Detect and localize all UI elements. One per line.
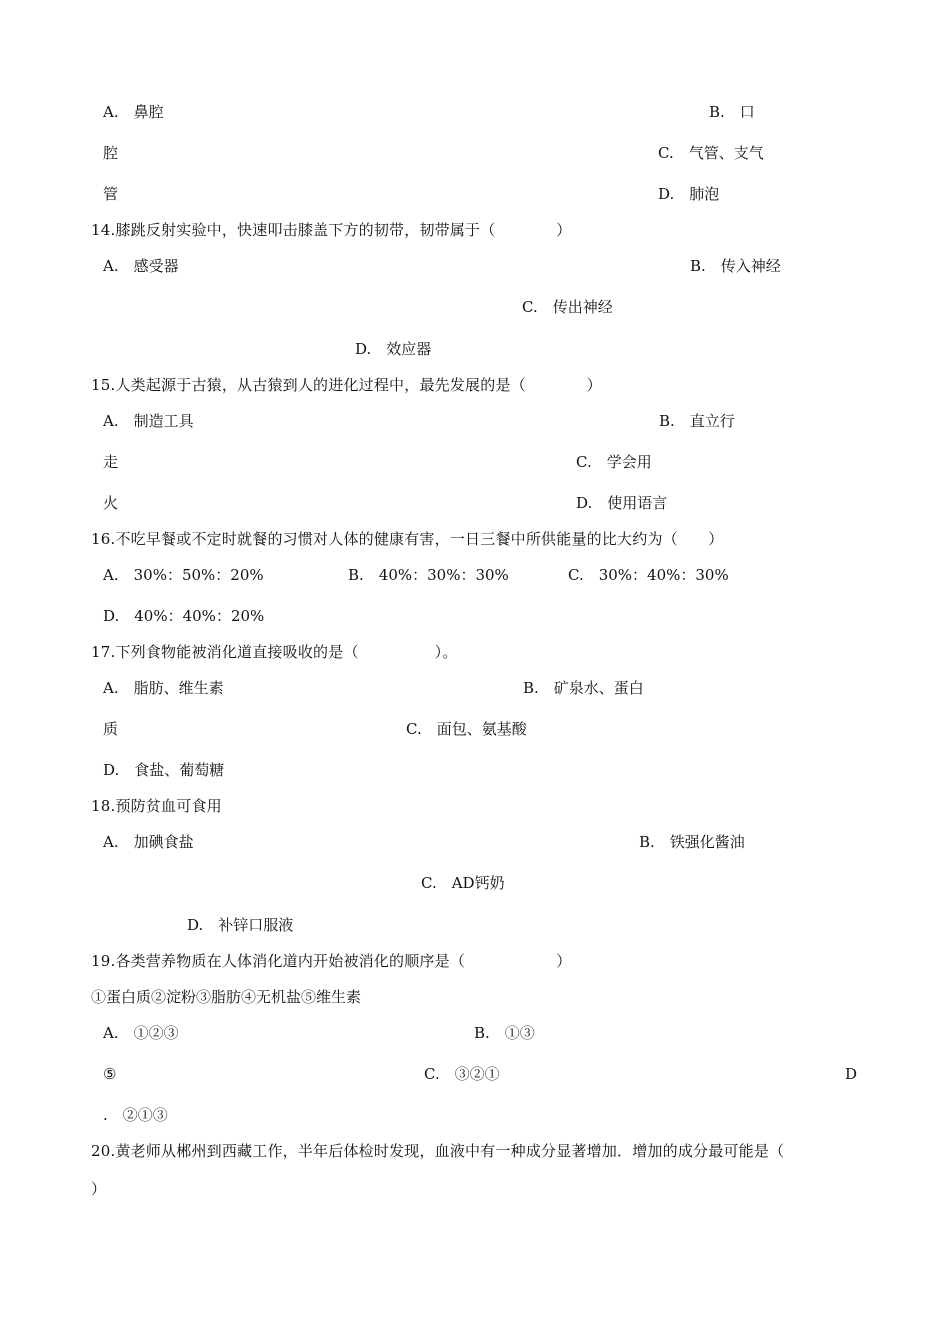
q19-option-c: C. ③②① [424, 1065, 500, 1083]
q14-option-a: A. 感受器 [103, 257, 179, 275]
q13-option-c-wrap: 管 [103, 185, 119, 203]
question-17: 17.下列食物能被消化道直接吸收的是（ ）。 [91, 643, 458, 661]
question-16: 16.不吃早餐或不定时就餐的习惯对人体的健康有害，一日三餐中所供能量的比大约为（ ） [91, 530, 724, 548]
q15-option-a: A. 制造工具 [103, 412, 194, 430]
q19-option-b-wrap: ⑤ [103, 1065, 117, 1083]
q17-option-d: D. 食盐、葡萄糖 [103, 761, 225, 779]
q15-option-d: D. 使用语言 [576, 494, 668, 512]
q15-option-b: B. 直立行 [659, 412, 735, 430]
q19-option-d-label: D [845, 1065, 858, 1083]
q19-option-b: B. ①③ [474, 1024, 535, 1042]
q13-option-b-wrap: 腔 [103, 144, 119, 162]
q16-option-d: D. 40%：40%：20% [103, 607, 265, 625]
q19-option-a: A. ①②③ [103, 1024, 179, 1042]
question-15: 15.人类起源于古猿，从古猿到人的进化过程中，最先发展的是（ ） [91, 376, 602, 394]
q15-option-c: C. 学会用 [576, 453, 652, 471]
question-20: 20.黄老师从郴州到西藏工作，半年后体检时发现，血液中有一种成分显著增加．增加的成分最可能是（ [91, 1142, 785, 1160]
q16-option-b: B. 40%：30%：30% [348, 566, 509, 584]
question-14: 14.膝跳反射实验中，快速叩击膝盖下方的韧带，韧带属于（ ） [91, 221, 572, 239]
q18-option-b: B. 铁强化酱油 [639, 833, 745, 851]
q19-statements: ①蛋白质②淀粉③脂肪④无机盐⑤维生素 [91, 988, 362, 1006]
q13-option-d: D. 肺泡 [658, 185, 720, 203]
q17-option-a: A. 脂肪、维生素 [103, 679, 224, 697]
q18-option-c: C. AD钙奶 [421, 874, 505, 892]
q17-option-b: B. 矿泉水、蛋白 [523, 679, 644, 697]
q18-option-d: D. 补锌口服液 [187, 916, 294, 934]
q14-option-b: B. 传入神经 [690, 257, 781, 275]
q17-option-c: C. 面包、氨基酸 [406, 720, 527, 738]
q15-option-c-wrap: 火 [103, 494, 119, 512]
q17-option-b-wrap: 质 [103, 720, 119, 738]
q14-option-c: C. 传出神经 [522, 298, 613, 316]
q18-option-a: A. 加碘食盐 [103, 833, 194, 851]
q13-option-c: C. 气管、支气 [658, 144, 764, 162]
question-18: 18.预防贫血可食用 [91, 797, 222, 815]
q15-option-b-wrap: 走 [103, 453, 119, 471]
question-19: 19.各类营养物质在人体消化道内开始被消化的顺序是（ ） [91, 952, 572, 970]
question-20-close-paren: ） [91, 1180, 107, 1198]
q14-option-d: D. 效应器 [355, 340, 432, 358]
q16-option-c: C. 30%：40%：30% [568, 566, 729, 584]
q16-option-a: A. 30%：50%：20% [103, 566, 264, 584]
q19-option-d: . ②①③ [103, 1106, 168, 1124]
q13-option-a: A. 鼻腔 [103, 103, 164, 121]
q13-option-b: B. 口 [709, 103, 755, 121]
